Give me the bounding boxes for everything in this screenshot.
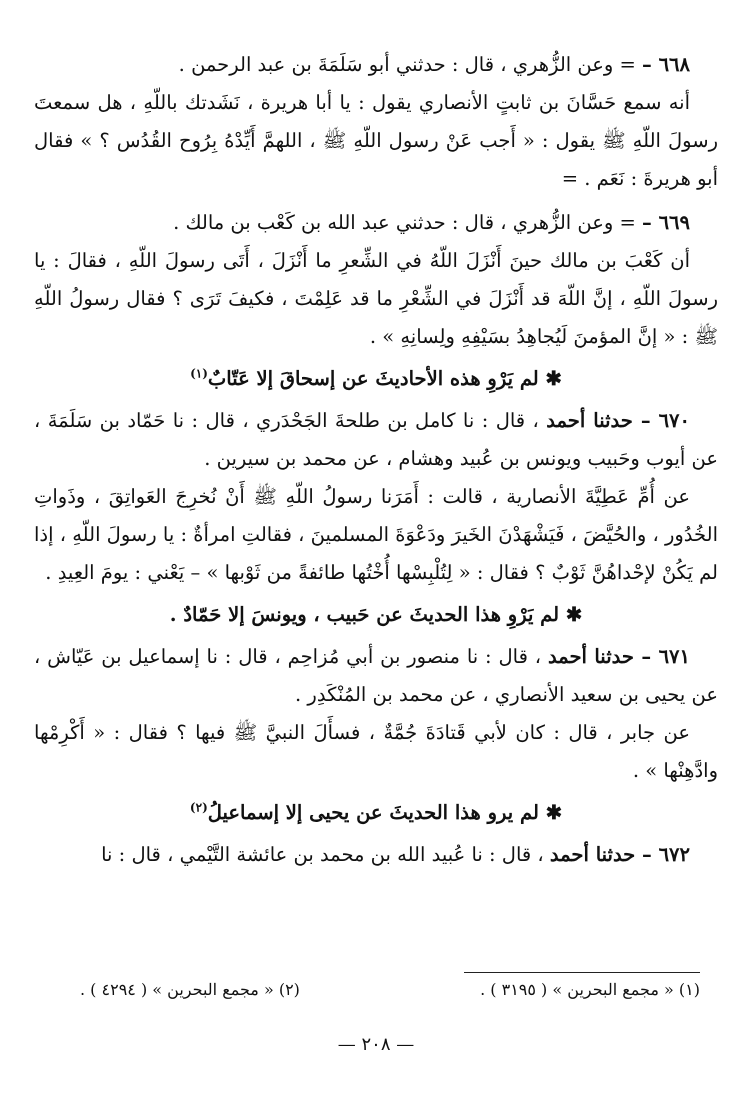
footnote-ref: (١) [190,366,208,381]
hadith-text: عن أُمِّ عَطِيَّةَ الأنصارية ، قالت : أَمَرَنا رسولُ اللّهِ ﷺ أَنْ نُخرِجَ العَواتِقَ ، وذَواتِ الخُدُور ، والحُيَّضَ ، فَيَشْهَدْنَ الخَيرَ ودَعْوَةَ المسلمينَ ، فقالتِ امرأةٌ : يا رسولَ اللّهِ ، إذا لم يَكُنْ لإحْداهُنَّ ثَوْبٌ ؟ فقال : « لِتُلْبِسْها أُخْتُها طائفةً من ثَوْبها » – يَعْني : يومَ العِيدِ . [34,485,718,584]
hadith-669-body [34,242,718,356]
hadith-672-header [34,836,718,874]
page-number: — ٢٠٨ — [337,1034,415,1055]
star-icon: ✱ [545,367,562,390]
note-text: لم يَرْوِ هذه الأحاديثَ عن إسحاقَ إلا عَتّابٌ [207,367,546,390]
narration-lead: حدثنا أحمد [547,645,642,668]
note-text: لم يَرْوِ هذا الحديثَ عن حَبيب ، ويونسَ إلا حَمّادٌ . [169,603,566,626]
chain-text: ، قال : نا منصور بن أبي مُزاحِم ، قال : نا إسماعيل بن عَيّاش ، عن يحيى بن سعيد الأنصاري ، عن محمد بن المُنْكَدِر . [34,645,718,706]
hadith-671-header [34,638,718,714]
footnotes [60,980,700,1010]
hadith-671-body [34,714,718,790]
narration-lead: حدثنا أحمد [549,843,643,866]
star-icon: ✱ [565,603,583,626]
hadith-668-header [34,46,718,84]
footnote-1: (١) « مجمع البحرين » ( ٣١٩٥ ) . [480,980,700,999]
hadith-number: ٦٦٨ – [642,53,690,76]
hadith-number: ٦٧١ – [641,645,690,668]
footnote-2: (٢) « مجمع البحرين » ( ٤٢٩٤ ) . [80,980,300,999]
editor-note-2 [34,596,718,634]
hadith-text: عن جابر ، قال : كان لأبي قَتادَةَ جُمَّةٌ ، فسأَلَ النبيَّ ﷺ فيها ؟ فقال : « أَكْرِمْها وادَّهِنْها » . [34,721,718,782]
hadith-text: أنه سمع حَسَّانَ بن ثابتٍ الأنصاري يقول : يا أبا هريرة ، نَشَدتك باللّهِ ، هل سمعتَ رسولَ اللّهِ ﷺ يقول : « أَجب عَنْ رسول اللّهِ ﷺ ، اللهمَّ أَيِّدْهُ بِرُوح القُدُس ؟ » فقال أبو هريرةَ : نَعَم . = [34,91,718,190]
narration-lead: حدثنا أحمد [546,409,641,432]
hadith-670-body [34,478,718,592]
chain-text: ، قال : نا كامل بن طلحةَ الجَحْدَري ، قال : نا حَمّاد بن سَلَمَةَ ، عن أيوب وحَبيب ويونس بن عُبيد وهشام ، عن محمد بن سيرين . [34,409,718,470]
hadith-668-body [34,84,718,198]
main-text [34,46,718,874]
hadith-670-header [34,402,718,478]
footnote-divider [464,972,700,973]
hadith-number: ٦٦٩ – [642,211,690,234]
hadith-text: أن كَعْبَ بن مالك حينَ أَنْزَلَ اللّهُ في الشِّعرِ ما أَنْزَلَ ، أَتَى رسولَ اللّهِ ، فقالَ : يا رسولَ اللّهِ ، إنَّ اللّهَ قد أَنْزَلَ في الشِّعْرِ ما قد عَلِمْتَ ، فكيفَ تَرَى ؟ فقال رسولُ اللّهِ ﷺ : « إنَّ المؤمنَ لَيُجاهِدُ بسَيْفِهِ ولِسانِهِ » . [34,249,718,348]
star-icon: ✱ [545,801,563,824]
hadith-number: ٦٧٢ – [642,843,690,866]
footnote-ref: (٢) [189,800,208,815]
editor-note-1 [34,360,718,398]
note-text: لم يرو هذا الحديثَ عن يحيى إلا إسماعيلُ [207,801,546,824]
hadith-number: ٦٧٠ – [640,409,690,432]
chain-text: = وعن الزُّهري ، قال : حدثني عبد الله بن كَعْب بن مالك . [173,211,643,234]
hadith-669-header [34,204,718,242]
chain-text: = وعن الزُّهري ، قال : حدثني أبو سَلَمَةَ بن عبد الرحمن . [178,53,643,76]
chain-text: ، قال : نا عُبيد الله بن محمد بن عائشة التَّيْمي ، قال : نا [101,843,550,866]
editor-note-3 [34,794,718,832]
